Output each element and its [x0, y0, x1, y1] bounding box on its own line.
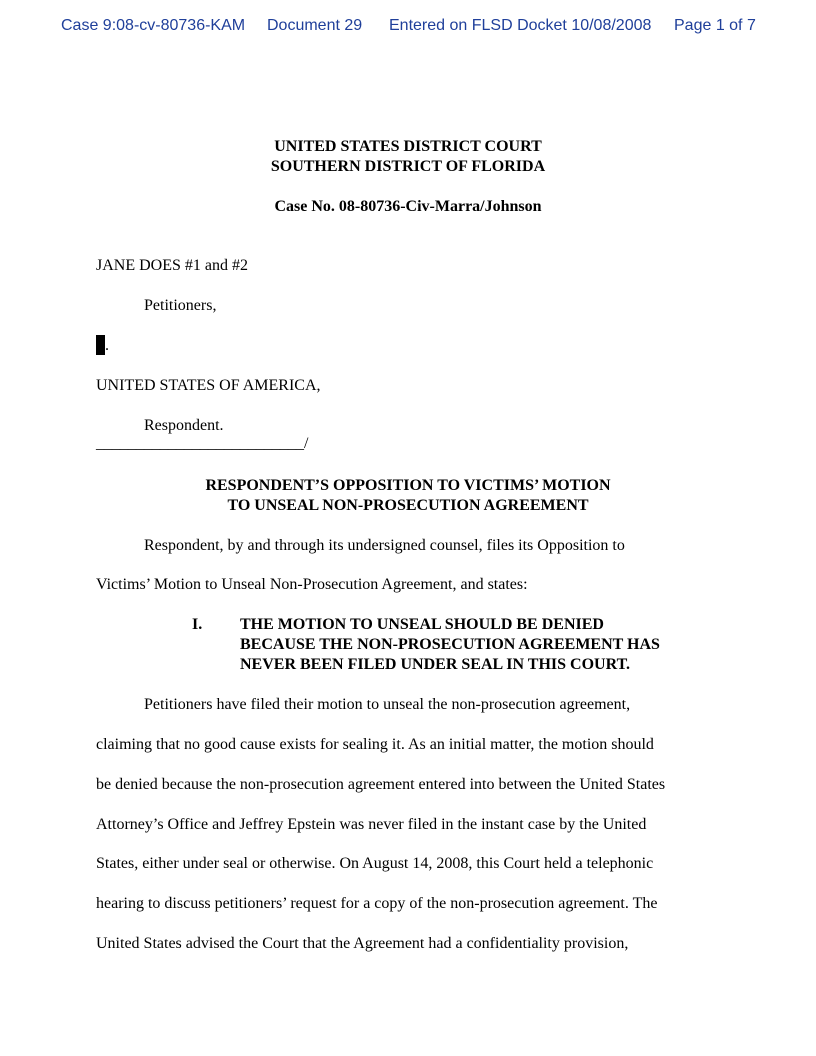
body-line: United States advised the Court that the Agreement had a confidentiality provision,	[96, 935, 629, 952]
intro-line-2: Victims’ Motion to Unseal Non-Prosecution Agreement, and states:	[96, 576, 528, 593]
header-page-number: Page 1 of 7	[674, 17, 756, 34]
body-line: Attorney’s Office and Jeffrey Epstein was never filed in the instant case by the United	[96, 816, 647, 833]
document-title-line-2: TO UNSEAL NON-PROSECUTION AGREEMENT	[227, 497, 589, 514]
section-number: I.	[192, 616, 203, 633]
caption-defendant: UNITED STATES OF AMERICA,	[96, 377, 321, 394]
court-district: SOUTHERN DISTRICT OF FLORIDA	[270, 158, 546, 175]
caption-signature-line: __________________________/	[96, 435, 309, 452]
body-line: be denied because the non-prosecution agreement entered into between the United States	[96, 776, 666, 793]
document-title-line-1: RESPONDENT’S OPPOSITION TO VICTIMS’ MOTION	[205, 477, 611, 494]
body-line: hearing to discuss petitioners’ request for a copy of the non-prosecution agreement. The	[96, 895, 658, 912]
section-heading-line-1: THE MOTION TO UNSEAL SHOULD BE DENIED	[240, 616, 604, 633]
section-heading-line-3: NEVER BEEN FILED UNDER SEAL IN THIS COURT.	[240, 656, 631, 673]
body-line: States, either under seal or otherwise. On August 14, 2008, this Court held a telephonic	[96, 855, 654, 872]
caption-plaintiffs-role: Petitioners,	[144, 297, 217, 314]
caption-versus-mark: .	[105, 337, 109, 354]
case-number: Case No. 08-80736-Civ-Marra/Johnson	[274, 198, 542, 215]
redaction-block	[96, 335, 105, 355]
header-entered-date: Entered on FLSD Docket 10/08/2008	[389, 17, 652, 34]
caption-plaintiffs: JANE DOES #1 and #2	[96, 257, 248, 274]
caption-defendant-role: Respondent.	[144, 417, 224, 434]
section-heading-line-2: BECAUSE THE NON-PROSECUTION AGREEMENT HAS	[240, 636, 660, 653]
body-line: claiming that no good cause exists for sealing it. As an initial matter, the motion should	[96, 736, 654, 753]
header-document-number: Document 29	[267, 17, 363, 34]
header-case-number: Case 9:08-cv-80736-KAM	[61, 17, 246, 34]
court-name: UNITED STATES DISTRICT COURT	[274, 138, 542, 155]
body-line: Petitioners have filed their motion to unseal the non-prosecution agreement,	[144, 696, 631, 713]
intro-line-1: Respondent, by and through its undersigned counsel, files its Opposition to	[144, 537, 625, 554]
